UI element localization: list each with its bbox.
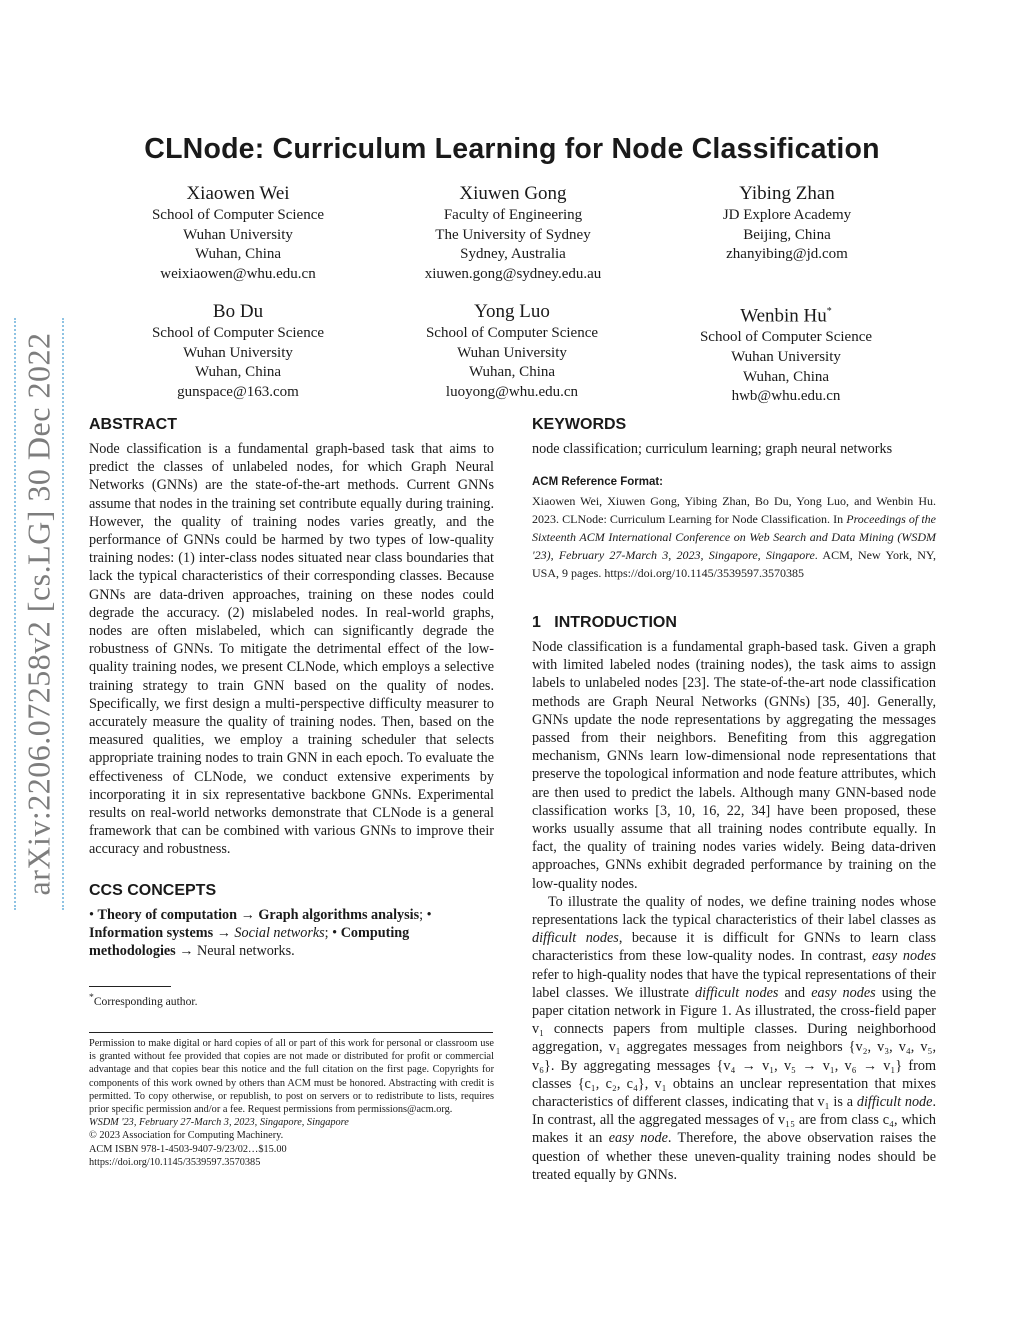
footnote (89, 991, 494, 1009)
ccs-text: • Theory of computation → Graph algorithms analysis; • Information systems → Social networks; • Computing methodologies → Neural networks. (89, 907, 432, 960)
author-affiliation: School of Computer Science (425, 325, 599, 341)
author-affiliation: JD Explore Academy (722, 207, 852, 223)
author-affiliation: Wuhan University (183, 344, 293, 361)
author-name: Wenbin Hu* (740, 305, 832, 327)
author-affiliation: School of Computer Science (151, 325, 325, 341)
author-name: Yibing Zhan (739, 183, 835, 204)
author-affiliation: Wuhan University (457, 344, 567, 361)
copyright-line: © 2023 Association for Computing Machinery. (89, 1130, 284, 1142)
intro-paragraph-1: Node classification is a fundamental graph-based task. Given a graph with limited labeled nodes (training nodes), the task aims to assign labels to unlabeled nodes [23]. The state-of-the-art node classification methods are Graph Neural Networks (GNNs) [35, 40]. Generally, GNNs update the node representations by aggregating the messages passed from their neighbors. Benefiting from this aggregation mechanism, GNNs learn low-dimensional node representations that preserve the topological information and node feature attributes, which are then used to predict the labels. Although many GNN-based node classification works [3, 10, 16, 22, 34] have been proposed, these works usually assume that all training nodes contribute equally. In fact, the quality of training nodes varies widely. Being data-driven approaches, GNNs exhibit degraded performance by training on the low-quality nodes. (532, 639, 936, 892)
acm-reference-text: Xiaowen Wei, Xiuwen Gong, Yibing Zhan, Bo Du, Yong Luo, and Wenbin Hu. 2023. CLNode: Curriculum Learning for Node Classification. In Proceedings of the Sixteenth ACM International Conference on Web Search and Data Mining (WSDM '23), February 27-March 3, 2023, Singapore, Singapore. ACM, New York, NY, USA, 9 pages. https://doi.org/10.1145/3539597.3570385 (532, 494, 937, 580)
author-block (363, 182, 663, 285)
acm-reference-heading: ACM Reference Format: (532, 476, 663, 488)
permission-rule (89, 1032, 493, 1033)
introduction-heading: 1 INTRODUCTION (532, 614, 677, 631)
author-affiliation: School of Computer Science (699, 329, 873, 346)
author-affiliation: Wuhan University (183, 226, 293, 243)
keywords-section (532, 416, 936, 458)
author-affiliation: Beijing, China (743, 226, 831, 243)
author-email: gunspace@163.com (177, 384, 299, 401)
permission-text: Permission to make digital or hard copies of all or part of this work for personal or classroom use is granted without fee provided that copies are not made or distributed for profit or commercial advantage and that copies bear this notice and the full citation on the first page. Copyrights for components of this work owned by others than ACM must be honored. Abstracting with credit is permitted. To copy otherwise, or republish, to post on servers or to redistribute to lists, requires prior specific permission and/or a fee. Request permissions from permissions@acm.org. (89, 1038, 494, 1116)
doi-link[interactable]: https://doi.org/10.1145/3539597.3570385 (89, 1156, 261, 1168)
author-affiliation: Wuhan University (731, 349, 841, 366)
corresponding-mark: * (826, 306, 832, 317)
introduction-section (532, 614, 936, 1184)
author-name: Xiuwen Gong (459, 183, 567, 204)
author-affiliation: Wuhan, China (742, 368, 830, 385)
ccs-section (89, 882, 494, 961)
abstract-text: Node classification is a fundamental graph-based task that aims to predict the classes of unlabeled nodes, for which Graph Neural Networks (GNNs) are the state-of-the-art methods. Current GNNs assume that nodes in the training set contribute equally during training. However, the quality of training nodes varies greatly, and the performance of GNNs could be harmed by two types of low-quality training nodes: (1) inter-class nodes situated near class boundaries that lack the typical characteristics of their corresponding classes. Because GNNs are data-driven approaches, training on these nodes could degrade the accuracy. (2) mislabeled nodes. In real-world graphs, nodes are often mislabeled, which can significantly degrade the robustness of GNNs. To mitigate the detrimental effect of the low-quality training nodes, we present CLNode, which employs a selective training strategy to train GNN based on the quality of nodes. Specifically, we first design a multi-perspective difficulty measurer to accurately measure the quality of training nodes. Then, based on the measured qualities, we employ a training scheduler that selects appropriate training nodes to train GNN in each epoch. To evaluate the effectiveness of CLNode, we conduct extensive experiments by incorporating it in six representative backbone GNNs. Experimental results on real-world networks demonstrate that CLNode is a general framework that can be combined with various GNNs to improve their accuracy and robustness. (89, 441, 494, 858)
permission-block (89, 1037, 494, 1169)
author-affiliation: Wuhan, China (194, 364, 282, 381)
venue-line: WSDM '23, February 27-March 3, 2023, Singapore, Singapore (89, 1117, 349, 1129)
ccs-heading: CCS CONCEPTS (89, 882, 217, 899)
author-affiliation: Sydney, Australia (460, 246, 566, 263)
acm-reference (532, 476, 936, 582)
keywords-text: node classification; curriculum learning; graph neural networks (532, 441, 893, 457)
author-affiliation: Wuhan, China (194, 246, 282, 263)
isbn-line: ACM ISBN 978-1-4503-9407-9/23/02…$15.00 (89, 1143, 287, 1155)
arxiv-stamp-text: arXiv:2206.07258v2 [cs.LG] 30 Dec 2022 (20, 332, 57, 896)
author-affiliation: Wuhan, China (468, 364, 556, 381)
author-email: hwb@whu.edu.cn (731, 388, 841, 405)
abstract-heading: ABSTRACT (89, 416, 177, 433)
footnote-rule (89, 986, 171, 987)
author-email: xiuwen.gong@sydney.edu.au (424, 266, 602, 283)
author-affiliation: The University of Sydney (435, 226, 591, 243)
author-email: zhanyibing@jd.com (726, 246, 848, 263)
author-block (88, 182, 388, 285)
author-affiliation: School of Computer Science (151, 207, 325, 223)
keywords-heading: KEYWORDS (532, 416, 627, 433)
author-name: Bo Du (212, 301, 264, 322)
author-block (362, 300, 662, 403)
author-block (637, 182, 937, 265)
author-name: Xiaowen Wei (186, 183, 290, 204)
intro-paragraph-2: To illustrate the quality of nodes, we define training nodes whose representations lack the typical characteristics of their label classes as difficult nodes, because it is difficult for GNNs to learn class characteristics from these low-quality nodes. In contrast, easy nodes refer to high-quality nodes that have the typical representations of their label classes. We illustrate difficult nodes and easy nodes using the paper citation network in Figure 1. As illustrated, the cross-field paper v₁ connects papers from multiple classes. During neighborhood aggregation, v₁ aggregates messages from neighbors {v₂, v₃, v₄, v₅, v₆}. By aggregating messages {v₄ → v₁, v₅ → v₁, v₆ → v₁} from classes {c₁, c₂, c₄}, v₁ obtains an unclear representation that mixes characteristics of different classes, indicating that v₁ is a difficult node. In contrast, all the aggregated messages of v₁₅ are from class c₄, which makes it an easy node. Therefore, the above observation raises the question of whether these uneven-quality training nodes should be treated equally by GNNs. (532, 893, 936, 1183)
author-email: weixiaowen@whu.edu.cn (160, 266, 316, 283)
arxiv-stamp (14, 318, 64, 910)
author-email: luoyong@whu.edu.cn (445, 384, 579, 401)
footnote-mark: * (89, 992, 94, 1003)
author-block (88, 300, 388, 403)
author-affiliation: Faculty of Engineering (443, 207, 583, 223)
abstract-section (89, 416, 494, 859)
author-name: Yong Luo (474, 301, 550, 322)
footnote-text: Corresponding author. (93, 994, 198, 1008)
paper-title: CLNode: Curriculum Learning for Node Classification (144, 133, 880, 165)
author-block (636, 300, 936, 407)
